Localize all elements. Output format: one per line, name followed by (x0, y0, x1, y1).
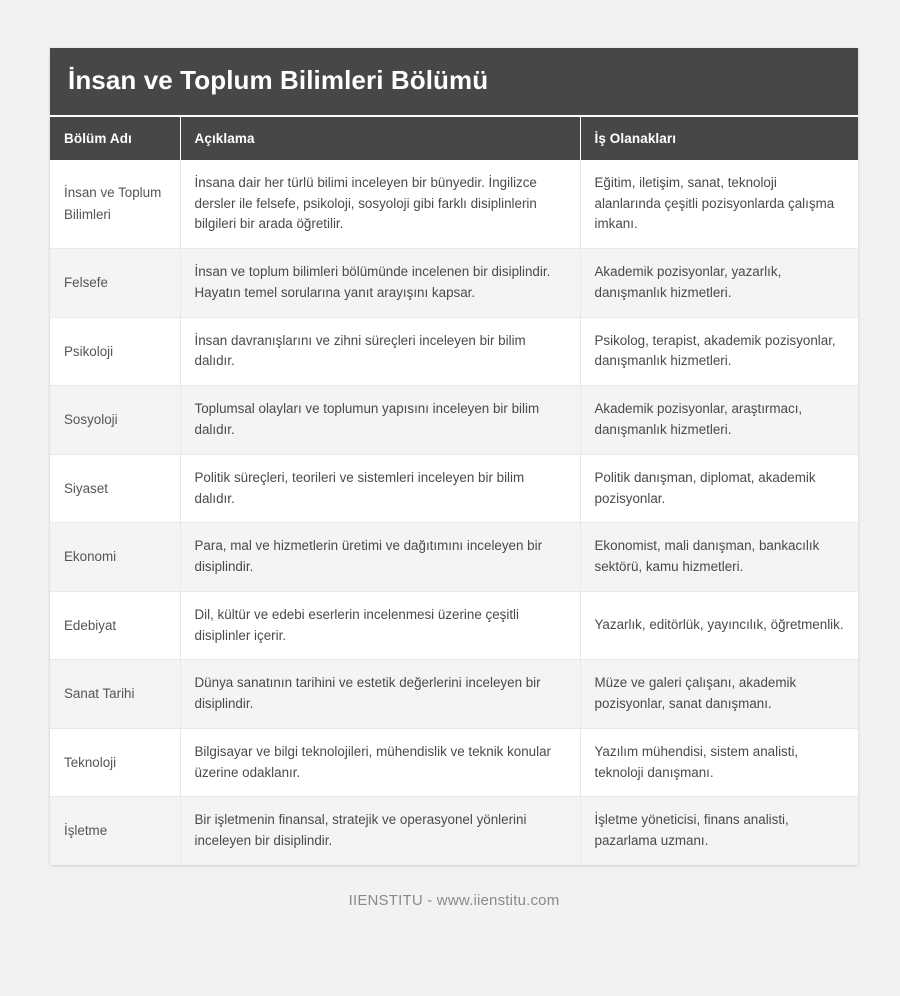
cell-department-name: Felsefe (50, 249, 180, 318)
table-row (50, 249, 858, 318)
cell-department-name: Sanat Tarihi (50, 660, 180, 729)
cell-job-opportunities: Akademik pozisyonlar, yazarlık, danışmanlık hizmetleri. (580, 249, 858, 318)
table-header-row (50, 117, 858, 160)
cell-job-opportunities: Akademik pozisyonlar, araştırmacı, danışmanlık hizmetleri. (580, 386, 858, 455)
column-header-description: Açıklama (180, 117, 580, 160)
table-row (50, 317, 858, 386)
cell-department-name: Sosyoloji (50, 386, 180, 455)
table-row (50, 728, 858, 797)
cell-job-opportunities: Eğitim, iletişim, sanat, teknoloji alanlarında çeşitli pozisyonlarda çalışma imkanı. (580, 160, 858, 249)
cell-department-name: Teknoloji (50, 728, 180, 797)
cell-department-name: Edebiyat (50, 591, 180, 660)
cell-description: Toplumsal olayları ve toplumun yapısını inceleyen bir bilim dalıdır. (180, 386, 580, 455)
cell-description: Bilgisayar ve bilgi teknolojileri, mühendislik ve teknik konular üzerine odaklanır. (180, 728, 580, 797)
table-row (50, 660, 858, 729)
cell-description: Politik süreçleri, teorileri ve sistemleri inceleyen bir bilim dalıdır. (180, 454, 580, 523)
table-row (50, 591, 858, 660)
cell-description: İnsana dair her türlü bilimi inceleyen bir bünyedir. İngilizce dersler ile felsefe, psikoloji, sosyoloji gibi farklı disiplinlerin bilgileri bir arada öğretilir. (180, 160, 580, 249)
departments-table (50, 117, 858, 865)
table-body (50, 160, 858, 865)
table-row (50, 523, 858, 592)
column-header-job-opportunities: İş Olanakları (580, 117, 858, 160)
cell-description: Dil, kültür ve edebi eserlerin incelenmesi üzerine çeşitli disiplinler içerir. (180, 591, 580, 660)
cell-department-name: Ekonomi (50, 523, 180, 592)
cell-job-opportunities: Yazarlık, editörlük, yayıncılık, öğretmenlik. (580, 591, 858, 660)
cell-description: Para, mal ve hizmetlerin üretimi ve dağıtımını inceleyen bir disiplindir. (180, 523, 580, 592)
cell-description: Bir işletmenin finansal, stratejik ve operasyonel yönlerini inceleyen bir disiplindir. (180, 797, 580, 865)
table-row (50, 454, 858, 523)
cell-job-opportunities: Müze ve galeri çalışanı, akademik pozisyonlar, sanat danışmanı. (580, 660, 858, 729)
cell-department-name: Psikoloji (50, 317, 180, 386)
footer-attribution: IIENSTITU - www.iienstitu.com (348, 891, 560, 909)
cell-description: Dünya sanatının tarihini ve estetik değerlerini inceleyen bir disiplindir. (180, 660, 580, 729)
table-card (50, 48, 858, 865)
cell-job-opportunities: Yazılım mühendisi, sistem analisti, teknoloji danışmanı. (580, 728, 858, 797)
table-row (50, 797, 858, 865)
cell-department-name: Siyaset (50, 454, 180, 523)
cell-description: İnsan davranışlarını ve zihni süreçleri inceleyen bir bilim dalıdır. (180, 317, 580, 386)
table-row (50, 160, 858, 249)
table-title: İnsan ve Toplum Bilimleri Bölümü (50, 48, 858, 117)
cell-job-opportunities: İşletme yöneticisi, finans analisti, pazarlama uzmanı. (580, 797, 858, 865)
cell-department-name: İşletme (50, 797, 180, 865)
cell-description: İnsan ve toplum bilimleri bölümünde incelenen bir disiplindir. Hayatın temel sorularına yanıt arayışını kapsar. (180, 249, 580, 318)
table-header (50, 117, 858, 160)
column-header-department-name: Bölüm Adı (50, 117, 180, 160)
cell-job-opportunities: Psikolog, terapist, akademik pozisyonlar, danışmanlık hizmetleri. (580, 317, 858, 386)
cell-department-name: İnsan ve Toplum Bilimleri (50, 160, 180, 249)
cell-job-opportunities: Politik danışman, diplomat, akademik pozisyonlar. (580, 454, 858, 523)
cell-job-opportunities: Ekonomist, mali danışman, bankacılık sektörü, kamu hizmetleri. (580, 523, 858, 592)
table-row (50, 386, 858, 455)
